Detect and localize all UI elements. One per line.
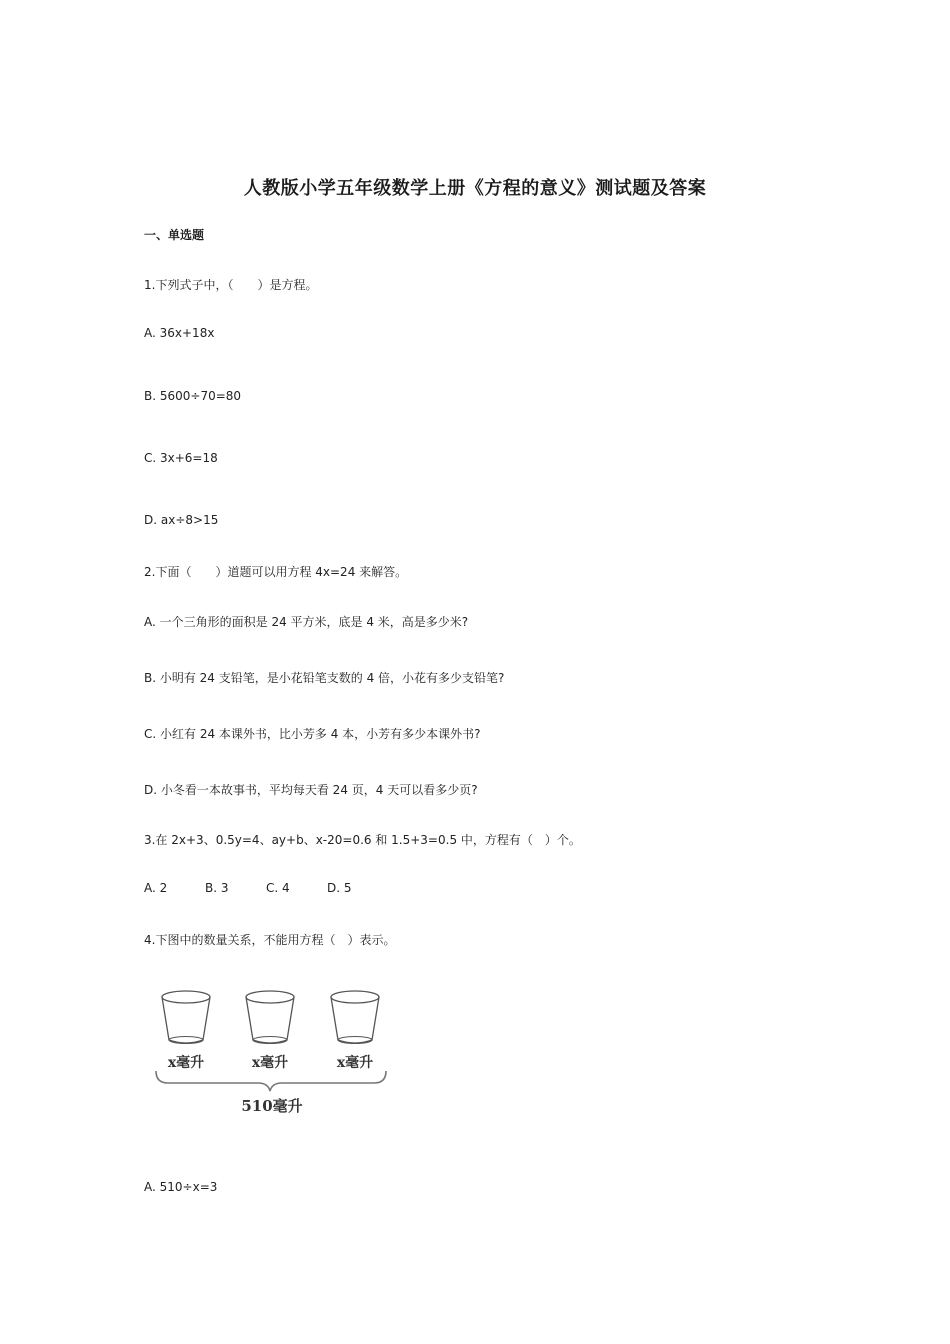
question-2-option-b: B. 小明有 24 支铅笔，是小花铅笔支数的 4 倍，小花有多少支铅笔? [144, 671, 505, 685]
question-1-option-c: C. 3x+6=18 [144, 451, 218, 465]
question-3-option-d: D. 5 [327, 881, 352, 895]
question-1-option-a: A. 36x+18x [144, 326, 215, 340]
question-3-option-a: A. 2 [144, 881, 168, 895]
section-heading: 一、单选题 [144, 228, 205, 242]
question-3-stem: 3.在 2x+3、0.5y=4、ay+b、x-20=0.6 和 1.5+3=0.5 中，方程有（ ）个。 [144, 833, 581, 847]
question-3-option-c: C. 4 [266, 881, 290, 895]
cup-2-label: x毫升 [251, 1055, 289, 1071]
question-2-option-c: C. 小红有 24 本课外书，比小芳多 4 本，小芳有多少本课外书? [144, 727, 481, 741]
cup-icon [246, 991, 294, 1044]
cup-icon [162, 991, 210, 1044]
question-3-options [144, 881, 388, 895]
cup-3-label: x毫升 [336, 1055, 374, 1071]
total-label: 510毫升 [241, 1097, 303, 1115]
question-2-stem: 2.下面（ ）道题可以用方程 4x=24 来解答。 [144, 565, 408, 579]
document-title: 人教版小学五年级数学上册《方程的意义》测试题及答案 [243, 178, 707, 199]
question-4-option-a: A. 510÷x=3 [144, 1180, 218, 1194]
question-1-option-d: D. ax÷8>15 [144, 513, 219, 527]
question-4-stem: 4.下图中的数量关系，不能用方程（ ）表示。 [144, 933, 396, 947]
question-1-option-b: B. 5600÷70=80 [144, 389, 242, 403]
question-1-stem: 1.下列式子中，（ ）是方程。 [144, 278, 318, 292]
cup-1-label: x毫升 [167, 1055, 205, 1071]
question-3-option-b: B. 3 [205, 881, 229, 895]
three-cups-figure [148, 985, 398, 1120]
question-2-option-a: A. 一个三角形的面积是 24 平方米，底是 4 米，高是多少米? [144, 615, 469, 629]
curly-brace [156, 1071, 386, 1091]
cup-icon [331, 991, 379, 1044]
question-2-option-d: D. 小冬看一本故事书，平均每天看 24 页，4 天可以看多少页? [144, 783, 478, 797]
